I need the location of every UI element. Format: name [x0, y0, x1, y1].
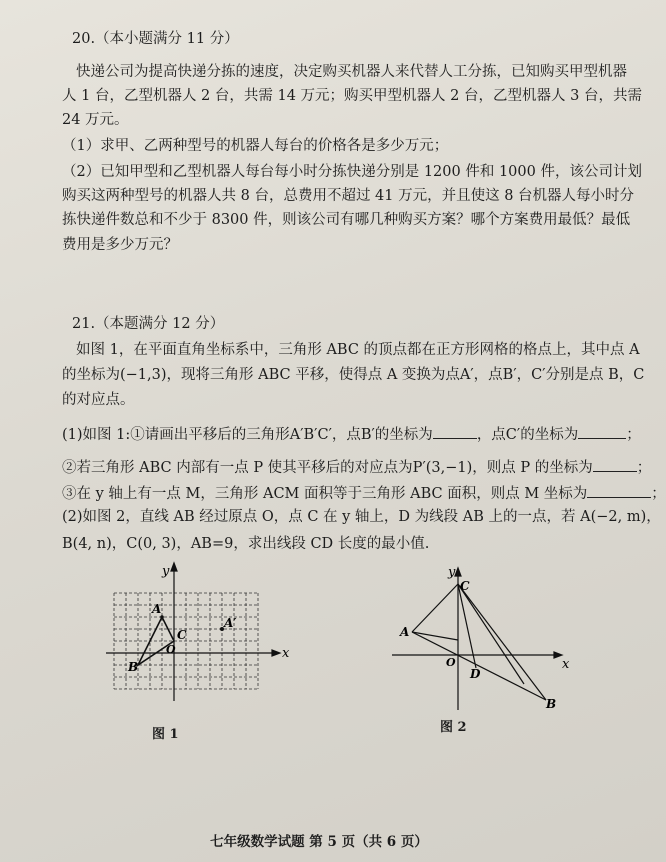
q21-part1b-line	[62, 457, 651, 477]
answer-blank-cprime[interactable]	[578, 424, 626, 439]
fig1-label-a: A	[152, 602, 162, 616]
figure-1-caption: 图 1	[152, 727, 179, 742]
q21-part1-line	[62, 424, 641, 444]
fig2-label-a: A	[400, 625, 410, 639]
q21-intro-1: 如图 1，在平面直角坐标系中，三角形 ABC 的顶点都在正方形网格的格点上，其中点 A	[76, 342, 640, 358]
semicolon: ；	[651, 486, 666, 502]
page-footer: 七年级数学试题 第 5 页（共 6 页）	[210, 834, 428, 850]
q20-header: 20.（本小题满分 11 分）	[72, 31, 239, 47]
fig1-label-y: y	[162, 564, 170, 579]
q21-part1b-text: ②若三角形 ABC 内部有一点 P 使其平移后的对应点为P′(3,−1)，则点 P 的坐标为	[62, 460, 593, 476]
fig1-label-b: B	[128, 660, 139, 674]
q20-line-3: 24 万元。	[62, 112, 129, 128]
q21-part2-line-1: (2)如图 2，直线 AB 经过原点 O，点 C 在 y 轴上，D 为线段 AB 上的一点，若 A(−2, m)，	[62, 509, 661, 525]
fig2-label-y: y	[448, 565, 456, 580]
fig1-label-o: O	[166, 643, 176, 656]
fig2-label-x: x	[562, 657, 570, 672]
fig1-label-a-prime: A′	[224, 616, 237, 630]
answer-blank-m[interactable]	[587, 483, 651, 498]
figure-2-axes	[392, 568, 562, 710]
figure-2-lines	[412, 584, 546, 700]
q21-intro-2: 的坐标为(−1,3)，现将三角形 ABC 平移，使得点 A 变换为点A′，点B′，C′分别是点 B，C	[62, 367, 645, 383]
q21-intro-3: 的对应点。	[62, 392, 135, 408]
q21-header: 21.（本题满分 12 分）	[72, 316, 225, 332]
q20-line-7: 拣快递件数总和不少于 8300 件，则该公司有哪几种购买方案？哪个方案费用最低？最低	[62, 212, 631, 228]
answer-blank-p[interactable]	[593, 457, 637, 472]
semicolon: ；	[626, 427, 641, 443]
figure-1	[100, 555, 300, 715]
q20-line-1: 快递公司为提高快递分拣的速度，决定购买机器人来代替人工分拣，已知购买甲型机器	[76, 64, 627, 80]
q21-part1c-text: ③在 y 轴上有一点 M，三角形 ACM 面积等于三角形 ABC 面积，则点 M 坐标为	[62, 486, 588, 502]
q21-part2-line-2: B(4, n)，C(0, 3)，AB=9，求出线段 CD 长度的最小值.	[62, 536, 430, 552]
q21-part1a-mid: ，点C′的坐标为	[476, 427, 579, 443]
fig2-label-o: O	[446, 656, 456, 669]
fig2-label-d: D	[470, 667, 481, 681]
answer-blank-bprime[interactable]	[433, 424, 477, 439]
figure-2-caption: 图 2	[440, 720, 467, 735]
figure-1-axes	[106, 563, 280, 701]
q20-line-2: 人 1 台，乙型机器人 2 台，共需 14 万元；购买甲型机器人 2 台，乙型机器人 3 台，共需	[62, 88, 642, 104]
q20-line-8: 费用是多少万元？	[62, 237, 178, 253]
q20-line-4: （1）求甲、乙两种型号的机器人每台的价格各是多少万元；	[62, 138, 449, 154]
fig2-label-b: B	[546, 697, 557, 711]
fig1-label-x: x	[282, 646, 290, 661]
fig2-label-c: C	[460, 579, 470, 593]
figure-2	[384, 560, 584, 720]
q21-part1c-line	[62, 483, 666, 503]
q20-line-5: （2）已知甲型和乙型机器人每台每小时分拣快递分别是 1200 件和 1000 件，该公司计划	[62, 164, 642, 180]
q20-line-6: 购买这两种型号的机器人共 8 台，总费用不超过 41 万元，并且使这 8 台机器人每小时分	[62, 188, 635, 204]
semicolon: ；	[636, 460, 652, 476]
fig1-label-c: C	[177, 628, 187, 642]
q21-part1a-text: (1)如图 1:①请画出平移后的三角形A′B′C′，点B′的坐标为	[62, 427, 433, 443]
